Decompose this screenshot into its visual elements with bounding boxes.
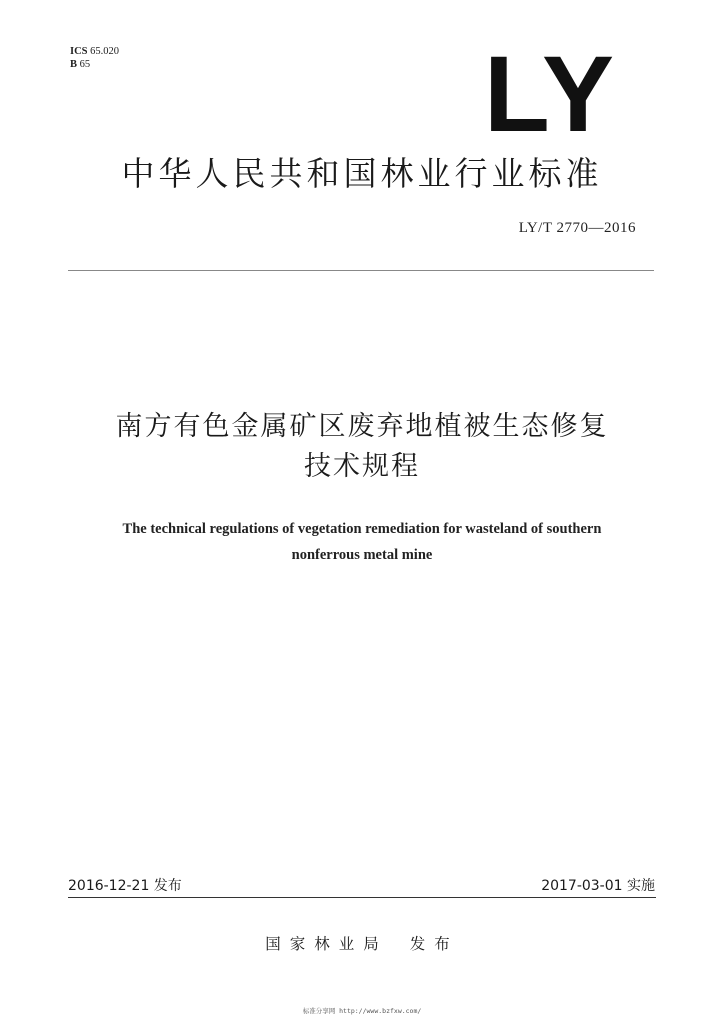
- english-title: [0, 516, 724, 568]
- publication-date: 2016-12-21 发布: [68, 878, 182, 894]
- chinese-title: [0, 407, 724, 487]
- ics-code-line: [70, 45, 119, 58]
- ccs-label: B: [70, 59, 78, 70]
- implementation-date: 2017-03-01 实施: [541, 878, 655, 894]
- issuer-name: 国家林业局: [265, 935, 388, 953]
- source-watermark: 标准分享网 http://www.bzfxw.com/: [302, 1007, 422, 1015]
- ccs-code-line: [70, 58, 119, 71]
- issue-action: 发布: [409, 935, 459, 953]
- english-title-line-1: The technical regulations of vegetation remediation for wasteland of southern: [122, 521, 602, 537]
- ics-label: ICS: [70, 46, 88, 57]
- ics-code: 65.020: [90, 46, 120, 57]
- footer-divider: [68, 897, 656, 898]
- ccs-code: 65: [79, 59, 91, 70]
- industry-standard-title: 中华人民共和国林业行业标准: [121, 154, 603, 193]
- english-title-line-2: nonferrous metal mine: [291, 547, 433, 563]
- chinese-title-line-2: 技术规程: [304, 451, 420, 482]
- classification-codes: [70, 45, 119, 71]
- header-divider: [68, 270, 654, 271]
- standard-number: LY/T 2770—2016: [518, 220, 636, 236]
- chinese-title-line-1: 南方有色金属矿区废弃地植被生态修复: [115, 411, 609, 442]
- industry-mark: LY: [483, 33, 616, 154]
- issuing-authority: [0, 932, 724, 954]
